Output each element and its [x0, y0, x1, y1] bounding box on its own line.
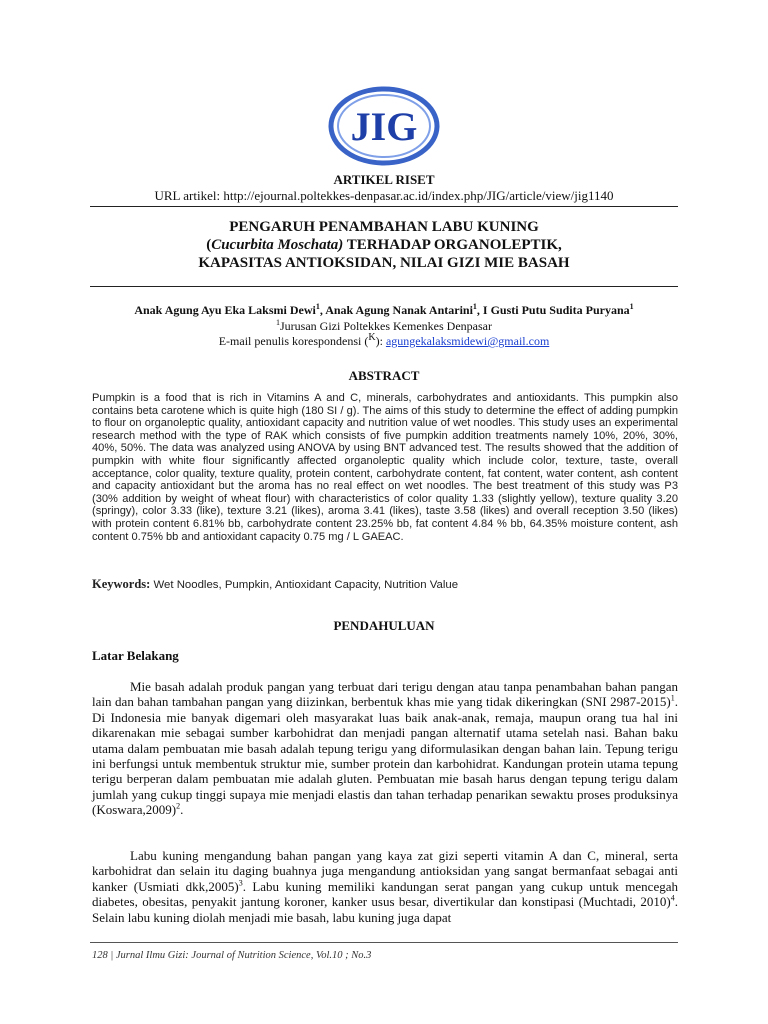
title-line-2	[0, 236, 768, 254]
journal-logo	[328, 86, 440, 166]
divider	[90, 286, 678, 287]
page-footer: 128 | Jurnal Ilmu Gizi: Journal of Nutrition Science, Vol.10 ; No.3	[92, 950, 372, 961]
para2-text-b: . Labu kuning memiliki kandungan serat pangan yang cukup untuk mencegah diabetes, obesitas, penyakit jantung koroner, kanker usus besar, divertikular dan konstipasi (Muchtadi, 2010)	[92, 878, 678, 910]
correspondence-email	[90, 332, 678, 349]
title-scientific-name: Cucurbita Moschata)	[211, 237, 344, 253]
abstract-heading: ABSTRACT	[348, 368, 420, 383]
keywords	[92, 577, 678, 592]
para2-text-a: Labu kuning mengandung bahan pangan yang kaya zat gizi seperti vitamin A dan C, mineral, serta karbohidrat dan selain itu daging buahnya juga mengandung antioksidan yang sangat bermanfaat sebagai anti kanker (Usmiati dkk,2005)	[92, 848, 678, 894]
abstract-text: Pumpkin is a food that is rich in Vitamins A and C, minerals, carbohydrates and antioxidants. This pumpkin also contains beta carotene which is quite high (180 SI / g). The aims of this study to determine the effect of adding pumpkin to flour on organoleptic quality, antioxidant capacity and nutrition value of wet noodles. This study uses an experimental research method with the type of RAK which consists of five pumpkin addition treatments namely 10%, 20%, 30%, 40%, 50%. The data was analyzed using ANOVA by using BNT advanced test. The results showed that the addition of pumpkin with white flour significantly affected organoleptic quality which include color, texture, taste, overall acceptance, color quality, texture quality, protein content, carbohydrate content, fat content, water content, ash content and capacity antioxidant but the aroma has no real effect on wet noodles. The best treatment of this study was P3 (30% addition by weight of wheat flour) with characteristics of color quality 1.33 (slightly yellow), texture quality 3.20 (springy), color 3.33 (like), texture 3.21 (likes), aroma 3.41 (likes), taste 3.58 (likes) and overall reception 3.50 (likes) with protein content 6.81% bb, carbohydrate content 23.25% bb, fat content 4.84 % bb, 64.35% moisture content, ash content 0.75% bb and antioxidant capacity 0.75 mg / L GAEAC.	[92, 392, 678, 543]
keywords-list: Wet Noodles, Pumpkin, Antioxidant Capacity, Nutrition Value	[150, 579, 459, 591]
author-3: I Gusti Putu Sudita Puryana	[482, 303, 630, 317]
title-line-2-rest: TERHADAP ORGANOLEPTIK,	[343, 237, 562, 253]
para1-text-a: Mie basah adalah produk pangan yang terbuat dari terigu dengan atau tanpa penambahan bahan pangan lain dan bahan tambahan pangan yang diizinkan, berbentuk khas mie yang tidak dikeringkan (SNI 2987-2015)	[92, 679, 678, 710]
title-line-3: KAPASITAS ANTIOKSIDAN, NILAI GIZI MIE BASAH	[198, 255, 570, 271]
logo-text: JIG	[350, 104, 418, 149]
author-sup: 1	[629, 302, 634, 311]
para1-text-b: . Di Indonesia mie banyak digemari oleh masyarakat luas baik anak-anak, remaja, maupun orang tua hal ini dikarenakan mie sebagai sumber karbohidrat dan menjadi pangan alternatif utama setelah nasi. Bahan baku utama dalam pembuatan mie basah adalah tepung terigu yang diformulasikan dengan bahan lain. Tepung terigu ini berfungsi untuk membentuk struktur mie, sumber protein dan karbohidrat. Kandungan protein utama tepung terigu berperan dalam pembuatan mie adalah gluten. Pembuatan mie basah harus dengan tepung terigu dalam jumlah yang cukup tinggi supaya mie menjadi elastis dan tahan terhadap penarikan sewaktu proses produksinya (Koswara,2009)	[92, 694, 678, 818]
email-link[interactable]: agungekalaksmidewi@gmail.com	[385, 334, 550, 348]
article-url: URL artikel: http://ejournal.poltekkes-denpasar.ac.id/index.php/JIG/article/view/jig1140	[154, 188, 614, 203]
author-2: Anak Agung Nanak Antarini	[325, 303, 473, 317]
author-list: Anak Agung Ayu Eka Laksmi Dewi$^1$, Anak Agung Nanak Antarini$^1$, I Gusti Putu Sudita Puryana$^1$	[134, 302, 634, 317]
section-heading: PENDAHULUAN	[333, 618, 435, 633]
keywords-label: Keywords:	[92, 577, 151, 591]
para2-text-c: . Selain labu kuning diolah menjadi mie basah, labu kuning juga dapat	[92, 894, 678, 925]
email-label-end: ):	[375, 334, 386, 348]
email-mark: K	[368, 332, 376, 343]
affiliation-sup: 1	[276, 318, 281, 327]
citation-ref: 3	[238, 878, 243, 888]
title-line-1: PENGARUH PENAMBAHAN LABU KUNING	[229, 219, 539, 235]
citation-ref: 2	[176, 801, 181, 811]
para1-text-c: .	[180, 802, 184, 818]
citation-ref: 1	[670, 694, 675, 704]
author-sup: 1	[472, 302, 477, 311]
citation-ref: 4	[670, 893, 675, 903]
email-label: E-mail penulis korespondensi (	[218, 334, 369, 348]
author-sup: 1	[315, 302, 320, 311]
subsection-heading: Latar Belakang	[92, 648, 179, 663]
author-1: Anak Agung Ayu Eka Laksmi Dewi	[134, 303, 316, 317]
affiliation-text: Jurusan Gizi Poltekkes Kemenkes Denpasar	[280, 319, 492, 333]
divider	[90, 206, 678, 207]
footer-divider	[90, 942, 678, 943]
title-paren: (	[206, 237, 212, 253]
paper-title	[0, 218, 768, 272]
body-paragraph-1	[92, 679, 678, 818]
article-type: ARTIKEL RISET	[333, 172, 435, 187]
body-paragraph-2	[92, 848, 678, 925]
